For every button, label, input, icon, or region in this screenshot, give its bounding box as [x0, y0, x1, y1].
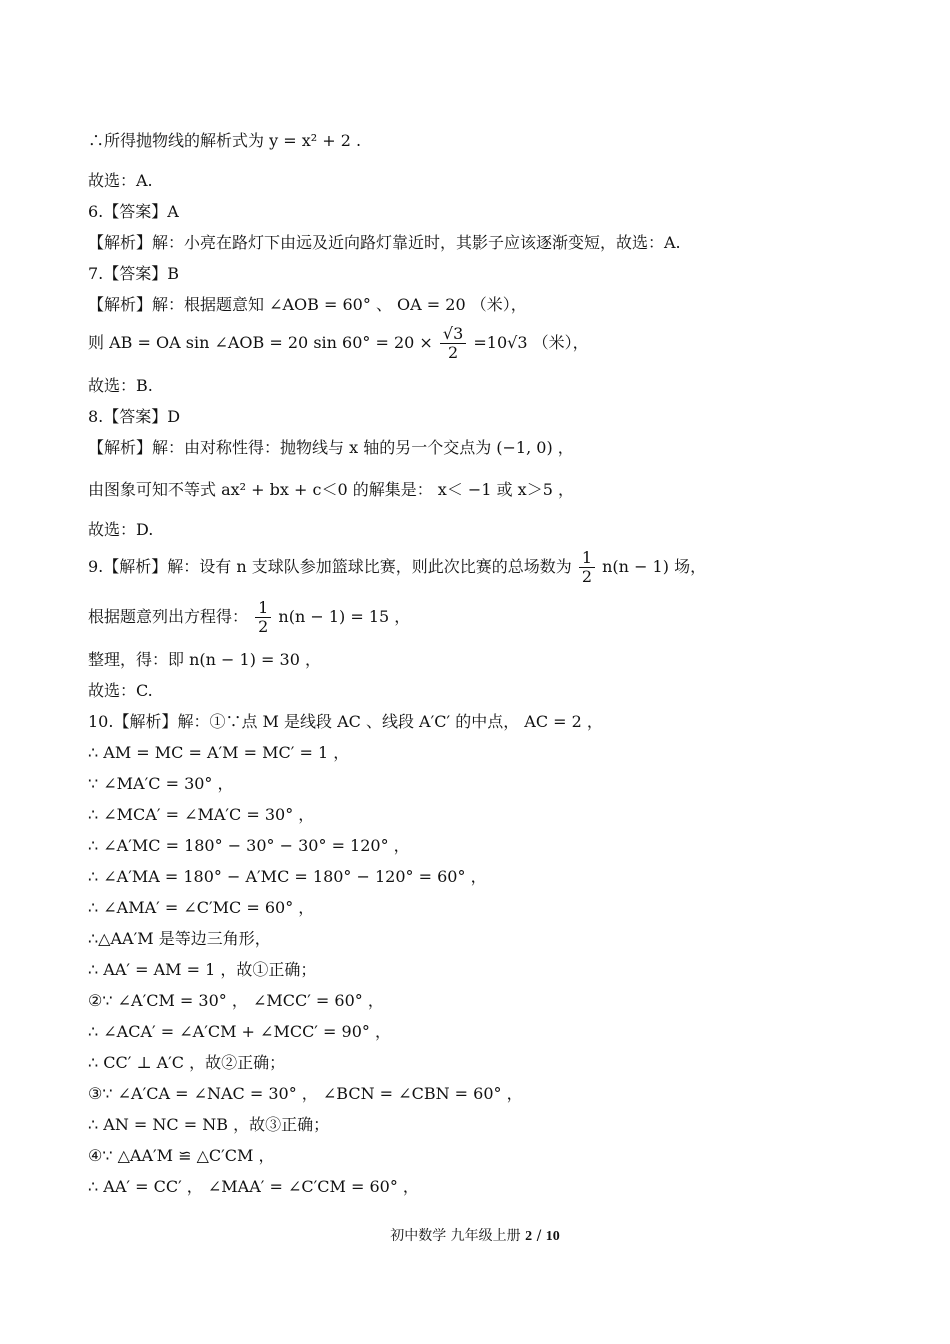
text-line: ∴ ∠AMA′ = ∠C′MC = 60° ， — [88, 898, 315, 917]
equation-part: n(n − 1) = 15 ， — [278, 607, 411, 626]
text-line: ④∵ △AA′M ≌ △C′CM ， — [88, 1146, 275, 1165]
equation-part: 根据题意列出方程得： — [88, 607, 249, 626]
text-line: 故选：A. — [88, 171, 153, 190]
fraction-numerator: 1 — [579, 549, 595, 568]
text-line: ∴所得抛物线的解析式为 y = x² + 2 . — [88, 131, 362, 150]
text-line: 【解析】解：由对称性得：抛物线与 x 轴的另一个交点为 (−1, 0) ， — [88, 438, 574, 457]
text-line: ∴ AA′ = AM = 1 ，故①正确； — [88, 960, 317, 979]
text-line: 由图象可知不等式 ax² + bx + c＜0 的解集是： x＜ −1 或 x＞5 ， — [88, 480, 574, 499]
equation-part: 9.【解析】解：设有 n 支球队参加篮球比赛，则此次比赛的总场数为 — [88, 557, 572, 576]
text-line: 整理，得：即 n(n − 1) = 30 ， — [88, 650, 321, 669]
fraction-numerator: √3 — [440, 325, 466, 344]
text-line: ∴ ∠ACA′ = ∠A′CM + ∠MCC′ = 90° ， — [88, 1022, 391, 1041]
text-line: ∴△AA′M 是等边三角形， — [88, 929, 271, 948]
text-line: ∴ AA′ = CC′ ， ∠MAA′ = ∠C′CM = 60° ， — [88, 1177, 419, 1196]
text-line: ∴ ∠MCA′ = ∠MA′C = 30° ， — [88, 805, 315, 824]
text-line — [88, 324, 589, 362]
fraction-denominator: 2 — [581, 567, 593, 586]
text-line — [88, 598, 410, 636]
fraction-denominator: 2 — [258, 617, 269, 636]
text-line: 10.【解析】解：①∵点 M 是线段 AC 、线段 A′C′ 的中点， AC = 2 ， — [88, 712, 603, 731]
text-line: 故选：C. — [88, 681, 153, 700]
text-line: ∴ AM = MC = A′M = MC′ = 1 ， — [88, 743, 350, 762]
fraction-numerator: 1 — [255, 599, 271, 618]
page-footer — [0, 1227, 950, 1246]
fraction — [579, 549, 595, 586]
fraction — [440, 325, 466, 362]
fraction-denominator: 2 — [448, 343, 459, 362]
equation-part: n(n − 1) 场， — [602, 557, 707, 576]
answer-heading: 6.【答案】A — [88, 202, 179, 221]
answer-heading: 7.【答案】B — [88, 264, 180, 283]
text-line: 【解析】解：根据题意知 ∠AOB = 60° 、 OA = 20 （米）， — [88, 295, 527, 314]
text-line: ∴ AN = NC = NB ，故③正确； — [88, 1115, 330, 1134]
page-separator: / — [532, 1228, 546, 1244]
answer-heading: 8.【答案】D — [88, 407, 181, 426]
equation-part: =10√3 （米）， — [473, 333, 589, 352]
text-line: ∵ ∠MA′C = 30° ， — [88, 774, 234, 793]
text-line: 故选：D. — [88, 520, 154, 539]
text-line: ②∵ ∠A′CM = 30° ， ∠MCC′ = 60° ， — [88, 991, 384, 1010]
fraction — [255, 599, 271, 636]
text-line — [88, 548, 706, 586]
text-line: 【解析】解：小亮在路灯下由远及近向路灯靠近时，其影子应该逐渐变短，故选：A. — [88, 233, 681, 252]
page-total: 10 — [545, 1229, 560, 1244]
equation-part: 则 AB = OA sin ∠AOB = 20 sin 60° = 20 × — [88, 333, 433, 352]
text-line: ③∵ ∠A′CA = ∠NAC = 30° ， ∠BCN = ∠CBN = 60° ， — [88, 1084, 523, 1103]
page-number: 2 — [525, 1229, 533, 1244]
text-line: ∴ CC′ ⊥ A′C ，故②正确； — [88, 1053, 286, 1072]
text-line: ∴ ∠A′MC = 180° − 30° − 30° = 120° ， — [88, 836, 410, 855]
text-line: 故选：B. — [88, 376, 153, 395]
footer-label: 初中数学 九年级上册 — [390, 1228, 521, 1244]
text-line: ∴ ∠A′MA = 180° − A′MC = 180° − 120° = 60° ， — [88, 867, 487, 886]
